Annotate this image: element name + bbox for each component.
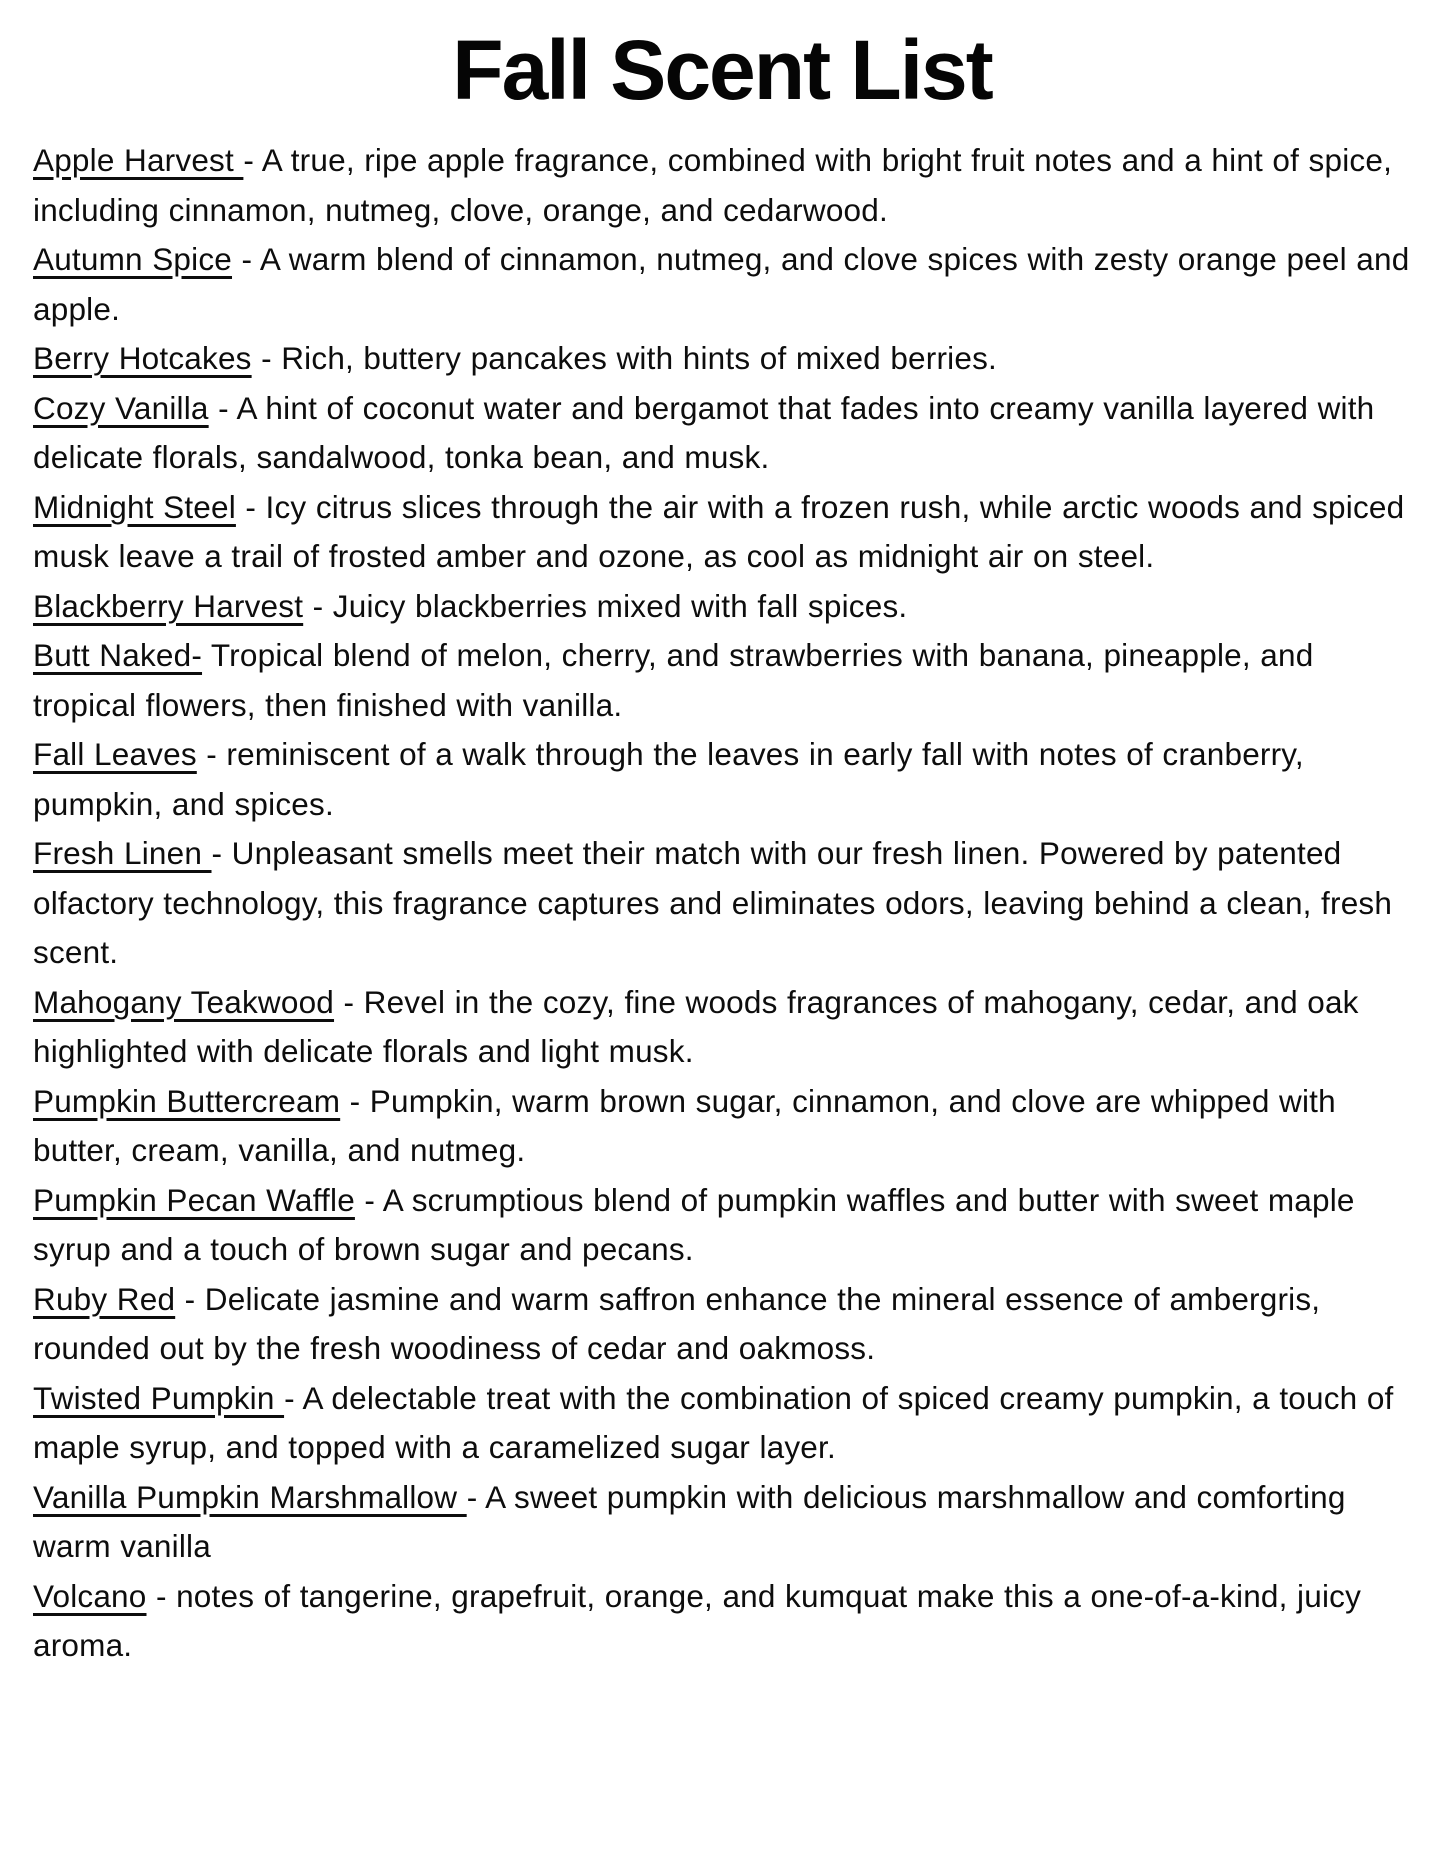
scent-list	[33, 136, 1413, 1671]
scent-name: Pumpkin Buttercream	[33, 1082, 341, 1119]
scent-name: Fresh Linen	[33, 835, 212, 871]
scent-entry	[33, 730, 1413, 829]
scent-name: Fall Leaves	[33, 736, 197, 772]
scent-name: Pumpkin Pecan Waffle	[33, 1181, 355, 1218]
scent-entry	[33, 1176, 1413, 1275]
scent-name: Apple Harvest	[33, 142, 244, 178]
scent-entry	[33, 483, 1413, 582]
scent-entry	[33, 235, 1413, 334]
scent-entry	[33, 1473, 1413, 1572]
scent-description: - A scrumptious blend of pumpkin waffles and butter with sweet maple syrup and a touch of brown sugar and pecans.	[33, 1181, 1355, 1267]
scent-name: Midnight Steel	[33, 488, 236, 525]
scent-entry	[33, 1572, 1413, 1671]
scent-entry	[33, 978, 1413, 1077]
scent-entry	[33, 136, 1413, 235]
scent-description: - Unpleasant smells meet their match with our fresh linen. Powered by patented olfactory technology, this fragrance captures and eliminates odors, leaving behind a clean, fresh scent.	[33, 835, 1393, 970]
scent-description: - A warm blend of cinnamon, nutmeg, and clove spices with zesty orange peel and apple.	[33, 241, 1410, 327]
scent-name: Butt Naked-	[33, 637, 203, 673]
scent-description: - reminiscent of a walk through the leaves in early fall with notes of cranberry, pumpkin, and spices.	[33, 736, 1304, 822]
scent-description: - A hint of coconut water and bergamot that fades into creamy vanilla layered with delicate florals, sandalwood, tonka bean, and musk.	[33, 389, 1375, 475]
scent-description: - Rich, buttery pancakes with hints of mixed berries.	[251, 340, 997, 376]
scent-entry	[33, 829, 1413, 978]
scent-description: - Juicy blackberries mixed with fall spices.	[303, 587, 908, 624]
scent-name: Volcano	[33, 1577, 147, 1614]
scent-entry	[33, 582, 1413, 632]
scent-description: - A sweet pumpkin with delicious marshmallow and comforting warm vanilla	[33, 1478, 1346, 1564]
scent-description: - A delectable treat with the combination of spiced creamy pumpkin, a touch of maple syrup, and topped with a caramelized sugar layer.	[33, 1379, 1394, 1465]
scent-name: Blackberry Harvest	[33, 587, 304, 624]
scent-entry	[33, 1077, 1413, 1176]
scent-name: Cozy Vanilla	[33, 389, 209, 426]
scent-description: - Revel in the cozy, fine woods fragrances of mahogany, cedar, and oak highlighted with delicate florals and light musk.	[33, 983, 1359, 1069]
scent-name: Vanilla Pumpkin Marshmallow	[33, 1478, 467, 1515]
page-title: Fall Scent List	[452, 23, 992, 117]
scent-description: - Icy citrus slices through the air with a frozen rush, while arctic woods and spiced musk leave a trail of frosted amber and ozone, as cool as midnight air on steel.	[33, 488, 1405, 574]
scent-description: - notes of tangerine, grapefruit, orange, and kumquat make this a one-of-a-kind, juicy aroma.	[33, 1577, 1362, 1663]
scent-name: Autumn Spice	[33, 241, 233, 277]
scent-entry	[33, 384, 1413, 483]
scent-name: Berry Hotcakes	[33, 340, 252, 376]
scent-description: - Delicate jasmine and warm saffron enhance the mineral essence of ambergris, rounded out by the fresh woodiness of cedar and oakmoss.	[33, 1280, 1321, 1366]
scent-description: Tropical blend of melon, cherry, and strawberries with banana, pineapple, and tropical flowers, then finished with vanilla.	[33, 637, 1314, 723]
scent-name: Ruby Red	[33, 1280, 176, 1317]
scent-name: Twisted Pumpkin	[33, 1379, 285, 1416]
scent-description: - Pumpkin, warm brown sugar, cinnamon, and clove are whipped with butter, cream, vanilla, and nutmeg.	[33, 1082, 1336, 1168]
scent-entry	[33, 1275, 1413, 1374]
scent-name: Mahogany Teakwood	[33, 983, 335, 1020]
scent-entry	[33, 334, 1413, 384]
scent-entry	[33, 631, 1413, 730]
scent-description: - A true, ripe apple fragrance, combined with bright fruit notes and a hint of spice, including cinnamon, nutmeg, clove, orange, and cedarwood.	[33, 142, 1393, 228]
scent-entry	[33, 1374, 1413, 1473]
